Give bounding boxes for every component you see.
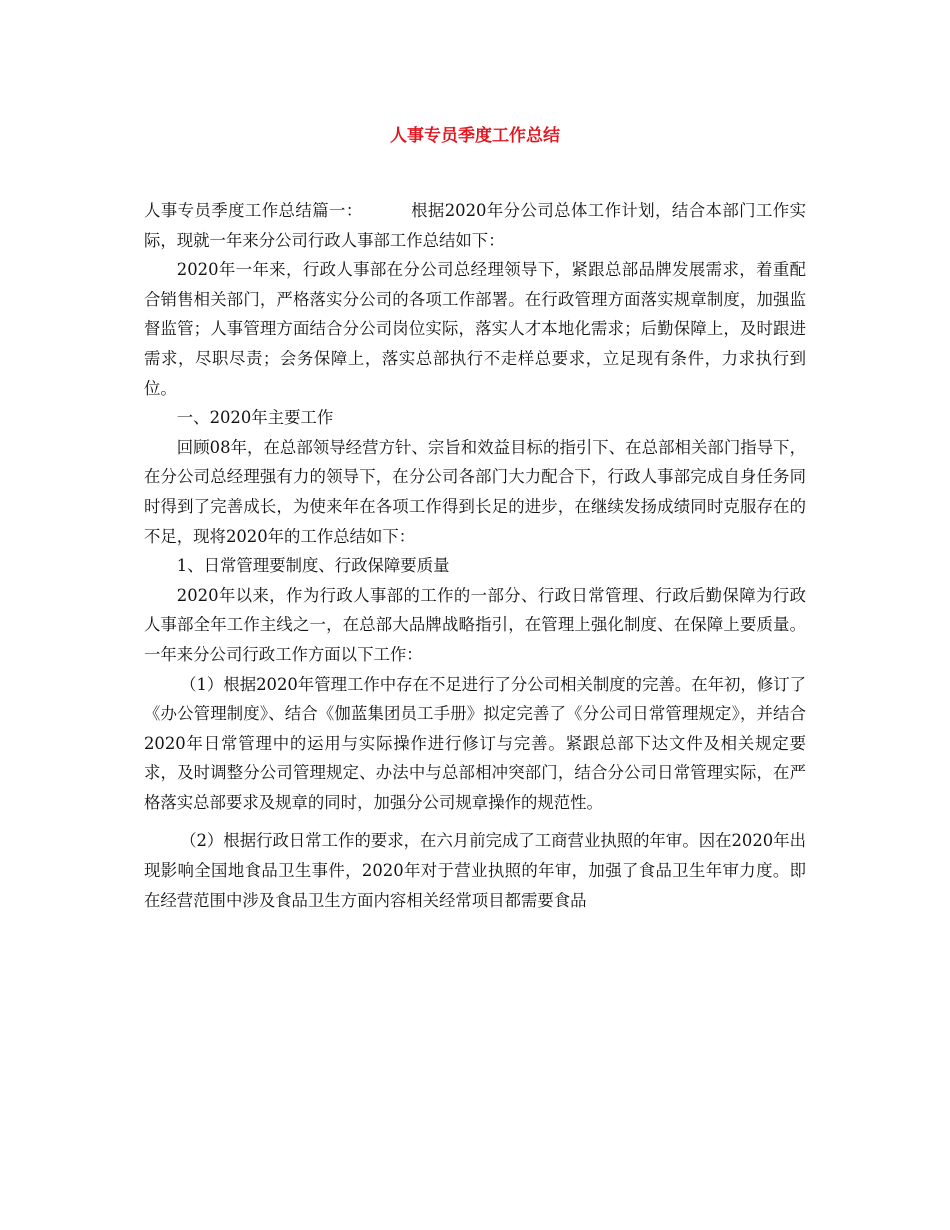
intro-text: 根据2020年分公司总体工作计划，结合本部门工作实际，现就一年来分公司行政人事部工作总结如下： [144, 201, 806, 250]
section-heading-main-work: 一、2020年主要工作 [176, 408, 334, 428]
list-item-2: （2）根据行政日常工作的要求，在六月前完成了工商营业执照的年审。因在2020年出现影响全国地食品卫生事件，2020年对于营业执照的年审，加强了食品卫生年审力度。即在经营范围中涉及食品卫生方面内容相关经常项目都需要食品 [144, 831, 806, 910]
document-title: 人事专员季度工作总结 [390, 126, 560, 146]
paragraph-review: 回顾08年，在总部领导经营方针、宗旨和效益目标的指引下、在总部相关部门指导下，在分公司总经理强有力的领导下，在分公司各部门大力配合下，行政人事部完成自身任务同时得到了完善成长，为使来年在各项工作得到长足的进步，在继续发扬成绩同时克服存在的不足，现将2020年的工作总结如下： [144, 437, 806, 546]
paragraph-admin-work: 2020年以来，作为行政人事部的工作的一部分、行政日常管理、行政后勤保障为行政人事部全年工作主线之一，在总部大品牌战略指引，在管理上强化制度、在保障上要质量。一年来分公司行政工作方面以下工作： [144, 585, 806, 664]
intro-paragraph [144, 196, 806, 255]
paragraph-summary: 2020年一年来，行政人事部在分公司总经理领导下，紧跟总部品牌发展需求，着重配合销售相关部门，严格落实分公司的各项工作部署。在行政管理方面落实规章制度，加强监督监管；人事管理方面结合分公司岗位实际，落实人才本地化需求；后勤保障上，及时跟进需求，尽职尽责；会务保障上，落实总部执行不走样总要求，立足现有条件，力求执行到位。 [144, 260, 806, 398]
subsection-heading-daily-management: 1、日常管理要制度、行政保障要质量 [176, 556, 450, 576]
document-body [144, 196, 806, 915]
intro-label: 人事专员季度工作总结篇一： [144, 201, 363, 220]
list-item-1: （1）根据2020年管理工作中存在不足进行了分公司相关制度的完善。在年初，修订了《办公管理制度》、结合《伽蓝集团员工手册》拟定完善了《分公司日常管理规定》，并结合2020年日常管理中的运用与实际操作进行修订与完善。紧跟总部下达文件及相关规定要求，及时调整分公司管理规定、办法中与总部相冲突部门，结合分公司日常管理实际，在严格落实总部要求及规章的同时，加强分公司规章操作的规范性。 [144, 674, 806, 812]
